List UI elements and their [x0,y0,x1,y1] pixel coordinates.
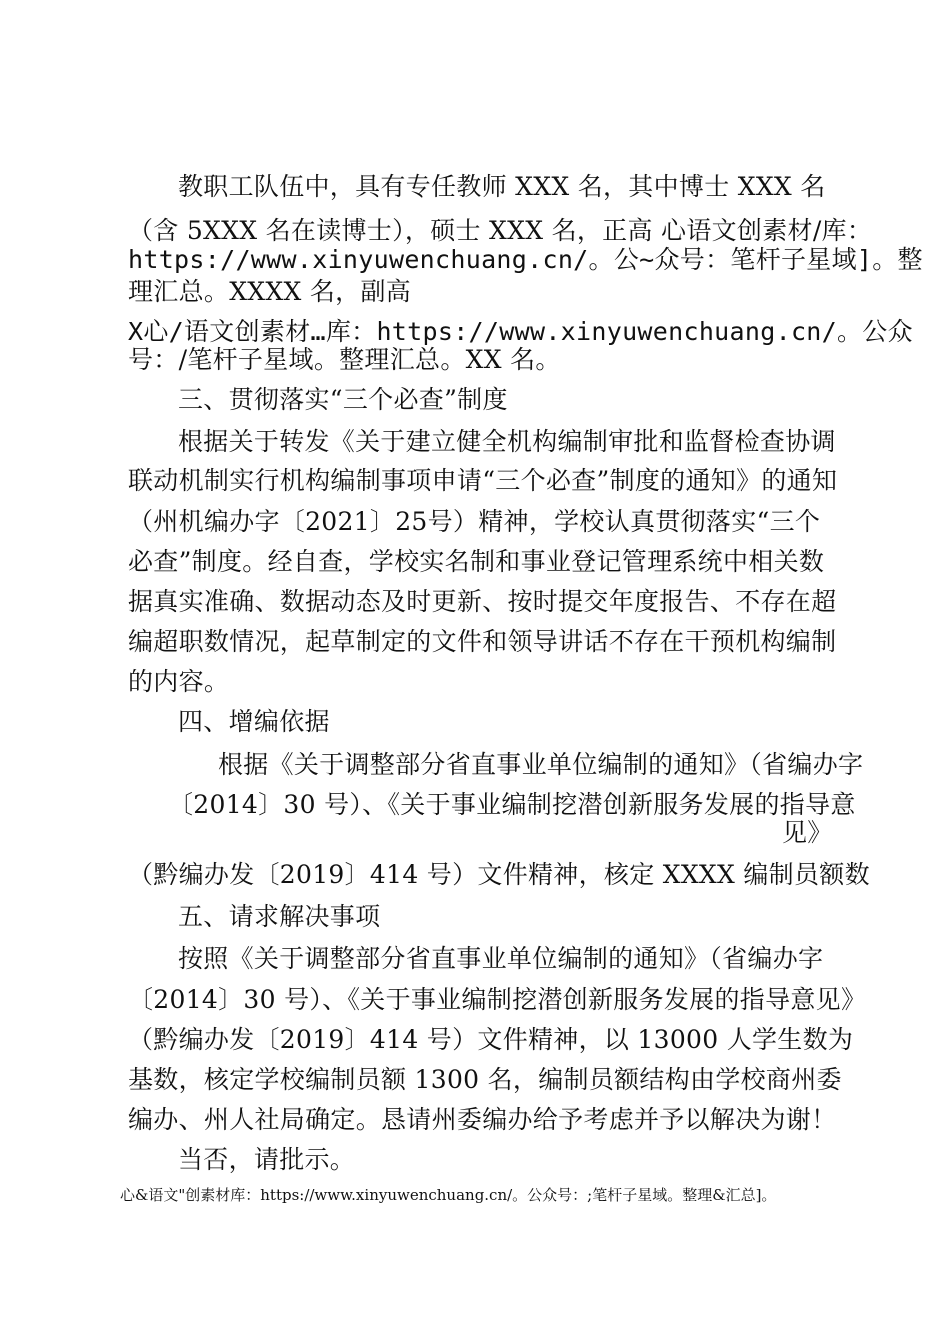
text-line: 〔2014〕30 号）、《关于事业编制挖潜创新服务发展的指导意 [168,790,856,819]
text-line: 的内容。 [128,667,230,696]
text-line: （州机编办字〔2021〕25号）精神，学校认真贯彻落实“三个 [128,507,821,536]
section-heading: 四、增编依据 [178,707,330,736]
text-line: 编办、州人社局确定。恳请州委编办给予考虑并予以解决为谢！ [128,1105,837,1134]
text-line: 教职工队伍中，具有专任教师 XXX 名，其中博士 XXX 名 [178,172,826,201]
text-line: 理汇总。XXXX 名，副高 [128,277,412,306]
text-line: （含 5XXX 名在读博士），硕士 XXX 名，正高 心语文创素材/库： [128,216,873,245]
footer-watermark-text: 心&语文"创素材库：https://www.xinyuwenchuang.cn/。公众号：;笔杆子星域。整理&汇总]。 [120,1186,777,1204]
text-line: （黔编办发〔2019〕414 号）文件精神，以 13000 人学生数为 [128,1025,854,1054]
text-line: X心/语文创素材…库：https://www.xinyuwenchuang.cn/。公众 [128,317,913,346]
text-line: 当否，请批示。 [178,1145,356,1174]
section-heading: 五、请求解决事项 [178,902,381,931]
text-line: （黔编办发〔2019〕414 号）文件精神，核定 XXXX 编制员额数 [128,860,870,889]
text-line: 号：/笔杆子星域。整理汇总。XX 名。 [128,345,561,374]
text-line: 必查”制度。经自查，学校实名制和事业登记管理系统中相关数 [128,547,825,576]
text-line: 据真实准确、数据动态及时更新、按时提交年度报告、不存在超 [128,587,837,616]
text-line: 〔2014〕30 号）、《关于事业编制挖潜创新服务发展的指导意见》 [128,985,867,1014]
text-line: 见》 [782,818,833,847]
section-heading: 三、贯彻落实“三个必查”制度 [178,385,508,414]
text-line: 根据关于转发《关于建立健全机构编制审批和监督检查协调 [178,427,836,456]
text-line: https://www.xinyuwenchuang.cn/。公~众号：笔杆子星域]。整 [128,245,923,274]
text-line: 基数，核定学校编制员额 1300 名，编制员额结构由学校商州委 [128,1065,842,1094]
text-line: 按照《关于调整部分省直事业单位编制的通知》（省编办字 [178,944,824,973]
text-line: 编超职数情况，起草制定的文件和领导讲话不存在干预机构编制 [128,627,837,656]
text-line: 根据《关于调整部分省直事业单位编制的通知》（省编办字 [218,750,864,779]
text-line: 联动机制实行机构编制事项申请“三个必查”制度的通知》的通知 [128,466,838,495]
